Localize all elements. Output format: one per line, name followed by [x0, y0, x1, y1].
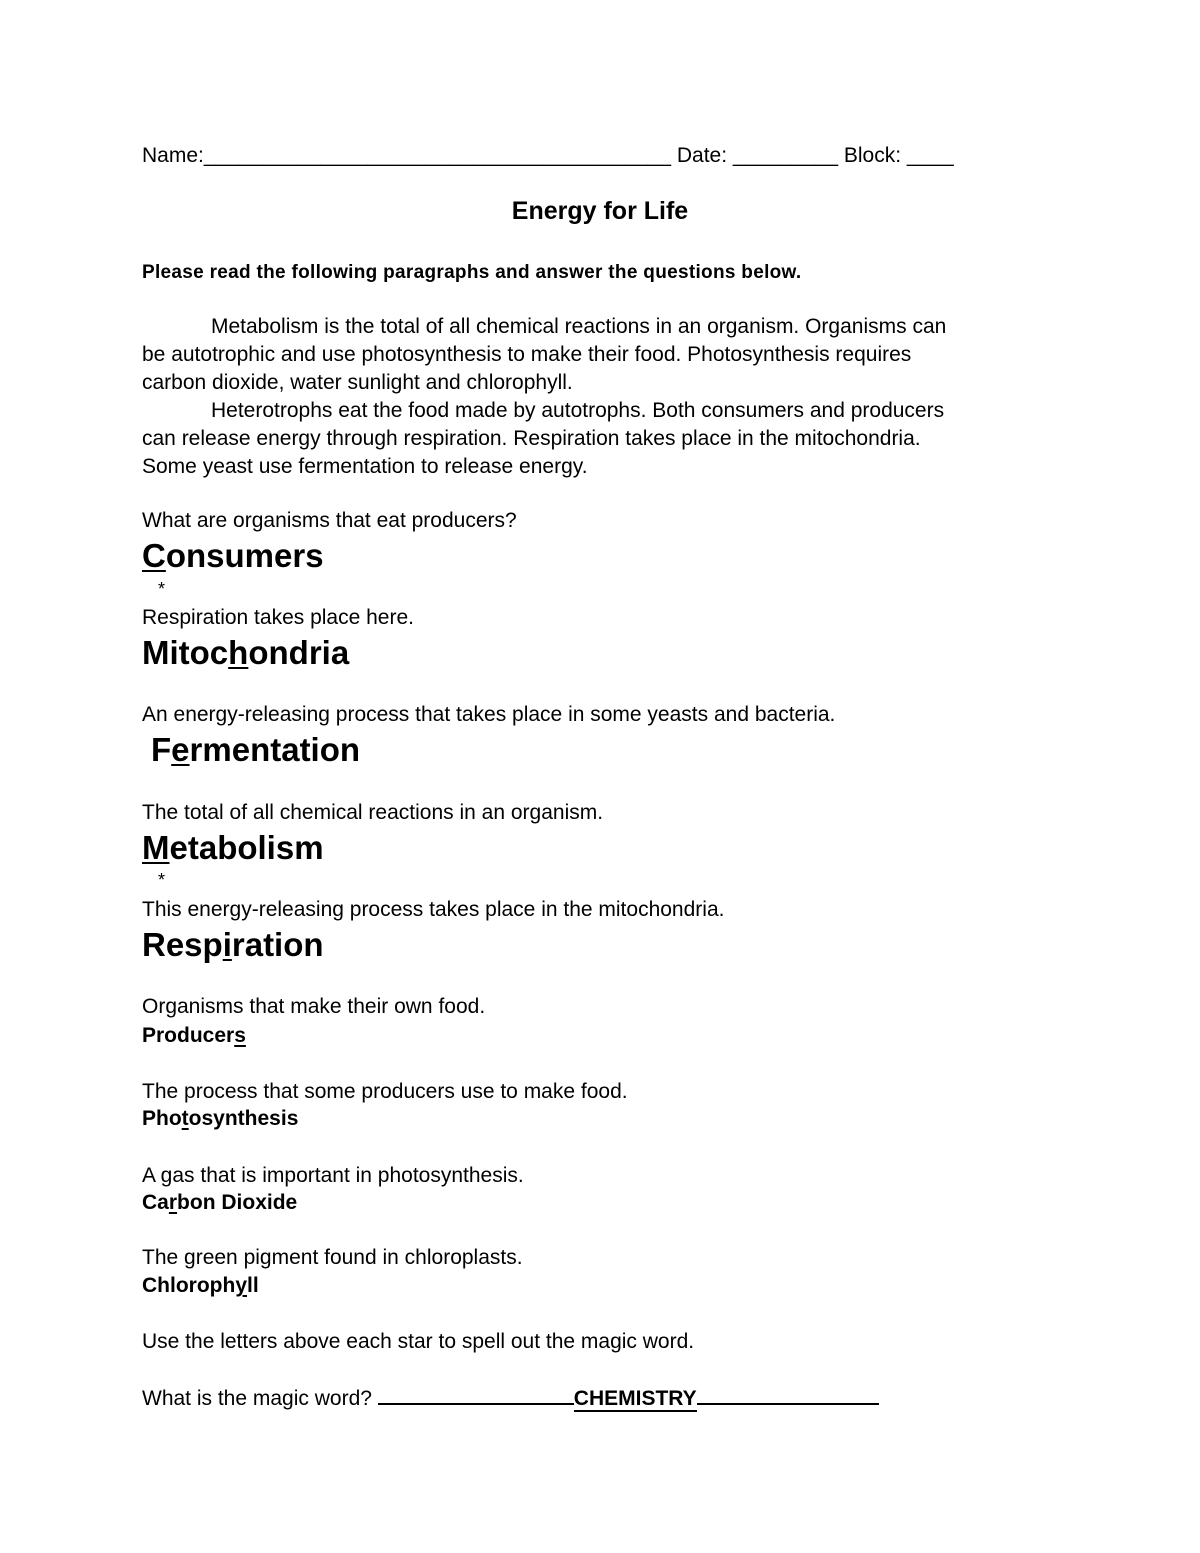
block-field[interactable]: ____ [906, 144, 954, 167]
instructions: Please read the following paragraphs and answer the questions below. [142, 262, 802, 283]
marked-letter: M [142, 829, 170, 866]
question-prompt: Organisms that make their own food. [142, 995, 486, 1018]
name-field[interactable]: ________________________________________ [203, 144, 672, 167]
paragraph-1-line-3: carbon dioxide, water sunlight and chlorophyll. [142, 371, 573, 394]
marked-letter: t [181, 1107, 189, 1130]
magic-word-blank-right[interactable] [697, 1383, 879, 1405]
paragraph-2 [142, 397, 944, 481]
paragraph-2-line-1: Heterotrophs eat the food made by autotrophs. Both consumers and producers [211, 399, 945, 422]
question-answer: Carbon Dioxide [142, 1191, 298, 1214]
magic-word-answer: CHEMISTRY [573, 1387, 697, 1410]
marked-letter: y [235, 1274, 247, 1297]
student-info-line [142, 142, 954, 170]
question-answer: Respiration [142, 926, 324, 963]
marked-letter: C [142, 537, 166, 574]
star-marker: * [158, 579, 166, 599]
marked-letter: s [234, 1024, 246, 1047]
question-prompt: A gas that is important in photosynthesis. [142, 1164, 524, 1187]
magic-word-line [142, 1383, 879, 1413]
magic-word-blank-left[interactable] [378, 1383, 574, 1405]
question-answer: Photosynthesis [142, 1107, 299, 1130]
paragraph-2-line-2: can release energy through respiration. Respiration takes place in the mitochondria. [142, 427, 921, 450]
star-marker: * [158, 870, 166, 890]
question-prompt: The process that some producers use to make food. [142, 1080, 628, 1103]
question-answer: Mitochondria [142, 634, 350, 671]
question-prompt: This energy-releasing process takes place in the mitochondria. [142, 898, 725, 921]
date-field[interactable]: _________ [732, 144, 839, 167]
marked-letter: e [171, 731, 190, 768]
marked-letter: i [222, 926, 232, 963]
block-label: Block: [838, 144, 902, 167]
question-prompt: Respiration takes place here. [142, 606, 414, 629]
paragraph-1-line-1: Metabolism is the total of all chemical reactions in an organism. Organisms can [211, 315, 947, 338]
question-answer: Producers [142, 1024, 246, 1047]
question-prompt: The total of all chemical reactions in an organism. [142, 801, 604, 824]
question-answer: Consumers [142, 537, 324, 574]
question-answer: Fermentation [151, 731, 361, 768]
question-prompt: What are organisms that eat producers? [142, 509, 517, 532]
question-answer: Chlorophyll [142, 1274, 259, 1297]
final-instruction: Use the letters above each star to spell out the magic word. [142, 1330, 695, 1353]
date-label: Date: [671, 144, 728, 167]
page-title: Energy for Life [511, 197, 689, 225]
question-answer: Metabolism [142, 829, 324, 866]
paragraph-1-line-2: be autotrophic and use photosynthesis to make their food. Photosynthesis requires [142, 343, 912, 366]
question-prompt: An energy-releasing process that takes place in some yeasts and bacteria. [142, 703, 836, 726]
paragraph-1 [142, 313, 946, 397]
question-prompt: The green pigment found in chloroplasts. [142, 1246, 523, 1269]
marked-letter: r [168, 1191, 178, 1214]
paragraph-2-line-3: Some yeast use fermentation to release energy. [142, 455, 588, 478]
name-label: Name: [142, 144, 204, 167]
marked-letter: h [228, 634, 249, 671]
magic-word-prompt: What is the magic word? [142, 1387, 372, 1410]
